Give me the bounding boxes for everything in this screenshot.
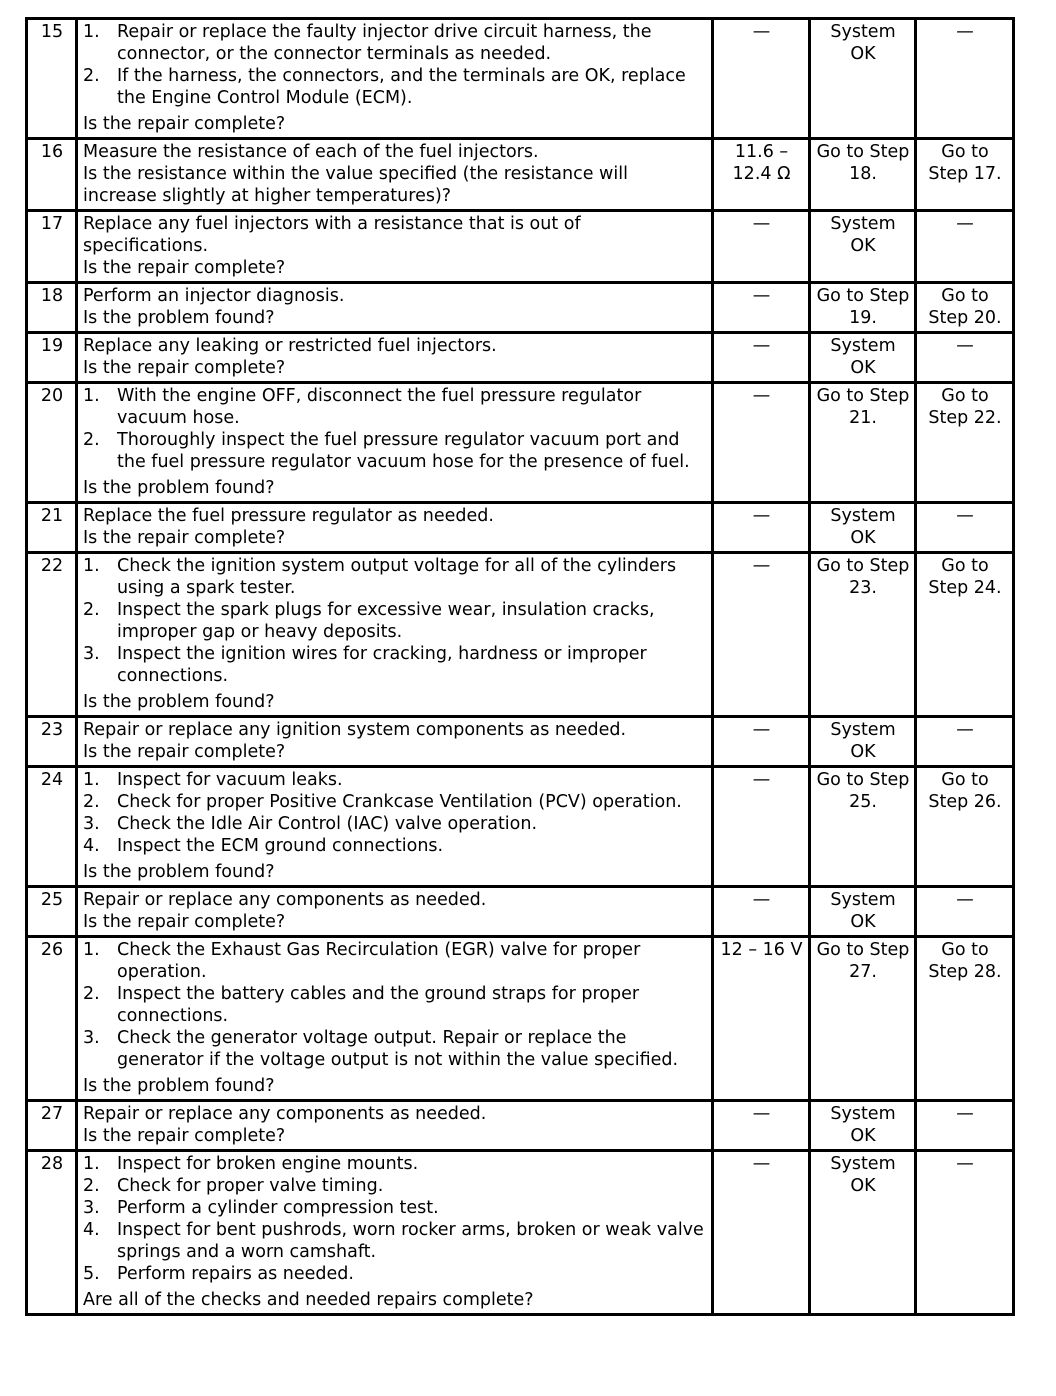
action-list-item <box>83 791 707 813</box>
yes-cell: System OK <box>810 887 916 937</box>
list-item-text: Check the generator voltage output. Repair or replace the generator if the voltage output is not within the value specified. <box>117 1028 679 1070</box>
yes-cell: System OK <box>810 503 916 553</box>
question-text: Is the problem found? <box>83 1076 275 1096</box>
table-row <box>27 1101 1014 1151</box>
list-item-number: 2. <box>83 1176 100 1196</box>
no-cell: — <box>916 887 1014 937</box>
action-list <box>83 769 707 857</box>
value-cell: — <box>713 1151 810 1315</box>
list-item-text: Inspect for broken engine mounts. <box>117 1154 419 1174</box>
question-text: Is the problem found? <box>83 308 275 328</box>
list-item-number: 3. <box>83 1198 100 1218</box>
yes-cell: Go to Step 27. <box>810 937 916 1101</box>
yes-cell: Go to Step 25. <box>810 767 916 887</box>
table-row <box>27 383 1014 503</box>
no-cell: Go to Step 26. <box>916 767 1014 887</box>
step-number-cell: 19 <box>27 333 77 383</box>
list-item-text: Perform a cylinder compression test. <box>117 1198 439 1218</box>
action-list <box>83 939 707 1071</box>
no-cell: Go to Step 20. <box>916 283 1014 333</box>
action-list-item <box>83 429 707 473</box>
list-item-text: Perform repairs as needed. <box>117 1264 354 1284</box>
action-list-item <box>83 813 707 835</box>
value-cell: — <box>713 767 810 887</box>
action-cell <box>77 1101 713 1151</box>
list-item-text: Inspect the battery cables and the ground straps for proper connections. <box>117 984 640 1026</box>
step-number-cell: 28 <box>27 1151 77 1315</box>
value-cell: — <box>713 717 810 767</box>
action-list <box>83 21 707 109</box>
yes-cell: Go to Step 23. <box>810 553 916 717</box>
no-cell: Go to Step 17. <box>916 139 1014 211</box>
table-row <box>27 767 1014 887</box>
value-cell: 12 – 16 V <box>713 937 810 1101</box>
table-row <box>27 211 1014 283</box>
list-item-text: Check the Idle Air Control (IAC) valve operation. <box>117 814 538 834</box>
no-cell: — <box>916 503 1014 553</box>
value-cell: — <box>713 283 810 333</box>
action-list-item <box>83 385 707 429</box>
value-cell: — <box>713 383 810 503</box>
list-item-text: Inspect for bent pushrods, worn rocker arms, broken or weak valve springs and a worn camshaft. <box>117 1220 704 1262</box>
no-cell: — <box>916 211 1014 283</box>
list-item-text: Check for proper Positive Crankcase Ventilation (PCV) operation. <box>117 792 682 812</box>
question-text: Is the resistance within the value specified (the resistance will increase slightly at higher temperatures)? <box>83 164 628 206</box>
no-cell: — <box>916 1151 1014 1315</box>
table-row <box>27 887 1014 937</box>
action-text: Measure the resistance of each of the fuel injectors. <box>83 142 539 162</box>
yes-cell: Go to Step 18. <box>810 139 916 211</box>
question-text: Is the repair complete? <box>83 258 286 278</box>
list-item-text: Inspect the spark plugs for excessive wear, insulation cracks, improper gap or heavy deposits. <box>117 600 655 642</box>
action-list-item <box>83 835 707 857</box>
yes-cell: System OK <box>810 717 916 767</box>
action-list-item <box>83 1219 707 1263</box>
action-list-item <box>83 1197 707 1219</box>
value-cell: — <box>713 1101 810 1151</box>
action-text: Repair or replace any components as needed. <box>83 890 487 910</box>
list-item-number: 2. <box>83 984 100 1004</box>
step-number-cell: 22 <box>27 553 77 717</box>
list-item-text: Check for proper valve timing. <box>117 1176 384 1196</box>
list-item-text: Inspect for vacuum leaks. <box>117 770 343 790</box>
action-cell <box>77 211 713 283</box>
action-list-item <box>83 769 707 791</box>
action-list-item <box>83 1263 707 1285</box>
action-list-item <box>83 599 707 643</box>
list-item-number: 3. <box>83 644 100 664</box>
yes-cell: System OK <box>810 19 916 139</box>
no-cell: — <box>916 19 1014 139</box>
value-cell: — <box>713 211 810 283</box>
list-item-text: Inspect the ECM ground connections. <box>117 836 444 856</box>
action-list-item <box>83 21 707 65</box>
action-cell <box>77 383 713 503</box>
list-item-number: 1. <box>83 770 100 790</box>
step-number-cell: 17 <box>27 211 77 283</box>
action-cell <box>77 767 713 887</box>
question-text: Are all of the checks and needed repairs complete? <box>83 1290 534 1310</box>
value-cell: — <box>713 887 810 937</box>
table-row <box>27 1151 1014 1315</box>
list-item-text: If the harness, the connectors, and the terminals are OK, replace the Engine Control Module (ECM). <box>117 66 686 108</box>
step-number-cell: 24 <box>27 767 77 887</box>
step-number-cell: 18 <box>27 283 77 333</box>
question-text: Is the repair complete? <box>83 912 286 932</box>
list-item-number: 2. <box>83 430 100 450</box>
list-item-number: 2. <box>83 66 100 86</box>
table-row <box>27 19 1014 139</box>
action-text: Replace the fuel pressure regulator as needed. <box>83 506 494 526</box>
action-list-item <box>83 939 707 983</box>
list-item-text: Thoroughly inspect the fuel pressure regulator vacuum port and the fuel pressure regulator vacuum hose for the presence of fuel. <box>117 430 690 472</box>
step-number-cell: 16 <box>27 139 77 211</box>
list-item-text: Repair or replace the faulty injector drive circuit harness, the connector, or the connector terminals as needed. <box>117 22 652 64</box>
yes-cell: Go to Step 19. <box>810 283 916 333</box>
question-text: Is the repair complete? <box>83 358 286 378</box>
list-item-number: 3. <box>83 1028 100 1048</box>
action-cell <box>77 19 713 139</box>
step-number-cell: 27 <box>27 1101 77 1151</box>
list-item-number: 5. <box>83 1264 100 1284</box>
action-cell <box>77 553 713 717</box>
list-item-number: 1. <box>83 1154 100 1174</box>
no-cell: Go to Step 28. <box>916 937 1014 1101</box>
yes-cell: System OK <box>810 211 916 283</box>
action-list-item <box>83 643 707 687</box>
diagnostic-table <box>25 17 1015 1316</box>
step-number-cell: 26 <box>27 937 77 1101</box>
value-cell: — <box>713 553 810 717</box>
action-text: Replace any fuel injectors with a resistance that is out of specifications. <box>83 214 581 256</box>
question-text: Is the repair complete? <box>83 742 286 762</box>
question-text: Is the problem found? <box>83 862 275 882</box>
action-cell <box>77 283 713 333</box>
action-cell <box>77 1151 713 1315</box>
action-cell <box>77 717 713 767</box>
question-text: Is the repair complete? <box>83 528 286 548</box>
action-list <box>83 555 707 687</box>
yes-cell: System OK <box>810 1101 916 1151</box>
no-cell: Go to Step 22. <box>916 383 1014 503</box>
value-cell: — <box>713 503 810 553</box>
list-item-number: 2. <box>83 792 100 812</box>
list-item-text: Check the ignition system output voltage for all of the cylinders using a spark tester. <box>117 556 677 598</box>
list-item-number: 1. <box>83 386 100 406</box>
action-cell <box>77 139 713 211</box>
no-cell: — <box>916 1101 1014 1151</box>
value-cell: — <box>713 333 810 383</box>
list-item-number: 3. <box>83 814 100 834</box>
action-list <box>83 385 707 473</box>
list-item-number: 1. <box>83 22 100 42</box>
action-list-item <box>83 65 707 109</box>
action-cell <box>77 887 713 937</box>
action-list-item <box>83 1175 707 1197</box>
step-number-cell: 25 <box>27 887 77 937</box>
question-text: Is the problem found? <box>83 478 275 498</box>
step-number-cell: 21 <box>27 503 77 553</box>
no-cell: — <box>916 333 1014 383</box>
step-number-cell: 20 <box>27 383 77 503</box>
value-cell: 11.6 – 12.4 Ω <box>713 139 810 211</box>
question-text: Is the repair complete? <box>83 114 286 134</box>
list-item-number: 1. <box>83 556 100 576</box>
list-item-number: 2. <box>83 600 100 620</box>
list-item-number: 4. <box>83 1220 100 1240</box>
yes-cell: System OK <box>810 1151 916 1315</box>
no-cell: — <box>916 717 1014 767</box>
action-cell <box>77 333 713 383</box>
action-list-item <box>83 983 707 1027</box>
action-text: Repair or replace any components as needed. <box>83 1104 487 1124</box>
table-row <box>27 553 1014 717</box>
action-list <box>83 1153 707 1285</box>
list-item-text: Check the Exhaust Gas Recirculation (EGR) valve for proper operation. <box>117 940 641 982</box>
yes-cell: System OK <box>810 333 916 383</box>
diagnostic-table-body <box>27 19 1014 1315</box>
list-item-text: Inspect the ignition wires for cracking, hardness or improper connections. <box>117 644 647 686</box>
value-cell: — <box>713 19 810 139</box>
table-row <box>27 283 1014 333</box>
question-text: Is the problem found? <box>83 692 275 712</box>
table-row <box>27 937 1014 1101</box>
table-row <box>27 333 1014 383</box>
action-list-item <box>83 1153 707 1175</box>
question-text: Is the repair complete? <box>83 1126 286 1146</box>
action-list-item <box>83 555 707 599</box>
action-cell <box>77 937 713 1101</box>
action-list-item <box>83 1027 707 1071</box>
table-row <box>27 139 1014 211</box>
action-text: Repair or replace any ignition system components as needed. <box>83 720 627 740</box>
table-row <box>27 503 1014 553</box>
step-number-cell: 23 <box>27 717 77 767</box>
table-row <box>27 717 1014 767</box>
yes-cell: Go to Step 21. <box>810 383 916 503</box>
step-number-cell: 15 <box>27 19 77 139</box>
action-cell <box>77 503 713 553</box>
list-item-number: 1. <box>83 940 100 960</box>
action-text: Perform an injector diagnosis. <box>83 286 345 306</box>
list-item-text: With the engine OFF, disconnect the fuel pressure regulator vacuum hose. <box>117 386 642 428</box>
list-item-number: 4. <box>83 836 100 856</box>
action-text: Replace any leaking or restricted fuel injectors. <box>83 336 497 356</box>
no-cell: Go to Step 24. <box>916 553 1014 717</box>
